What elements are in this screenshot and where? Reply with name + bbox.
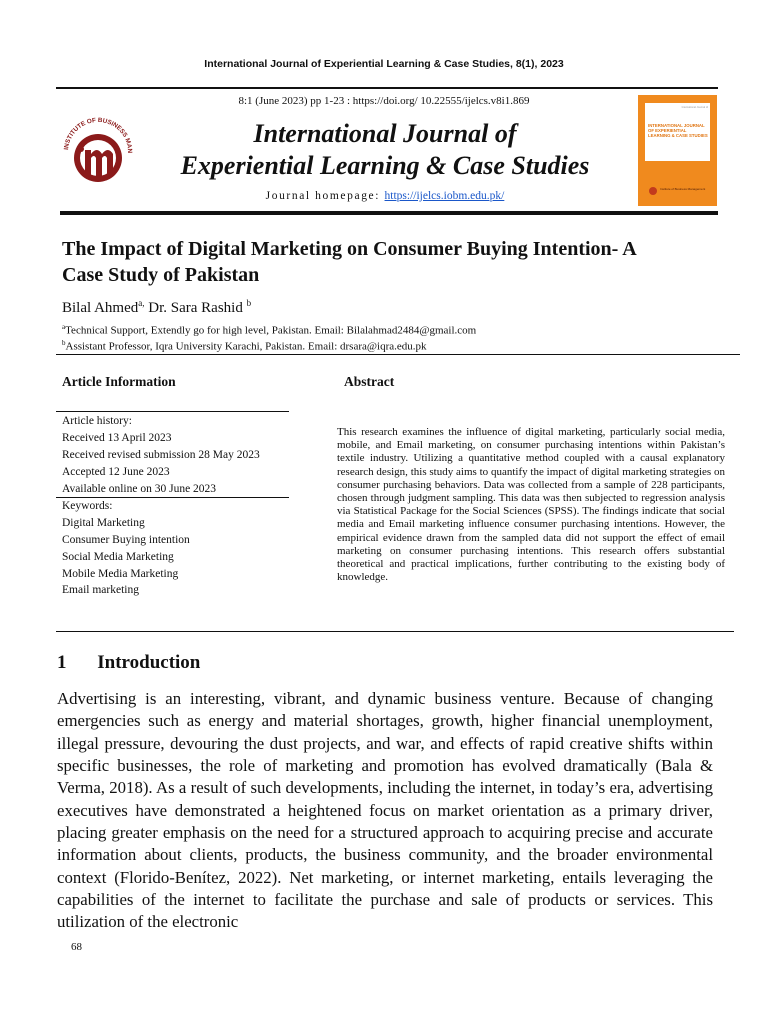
cover-publisher: Institute of Business Management [660, 187, 706, 191]
author-list [62, 298, 251, 317]
article-title [62, 236, 722, 288]
article-info-rule-top [56, 411, 289, 412]
svg-text:INSTITUTE OF BUSINESS MANAGEME: INSTITUTE OF BUSINESS MAN [63, 116, 134, 154]
cover-small-label: International Journal of [681, 106, 708, 109]
keyword-item: Consumer Buying intention [62, 534, 190, 546]
article-info-rule-mid [56, 497, 289, 498]
history-accepted: Accepted 12 June 2023 [62, 466, 170, 478]
article-history-label: Article history: [62, 415, 132, 427]
article-title-line2: Case Study of Pakistan [62, 264, 260, 286]
introduction-heading [57, 652, 200, 674]
history-online: Available online on 30 June 2023 [62, 483, 217, 495]
article-title-line1: The Impact of Digital Marketing on Consumer Buying Intention- A [62, 238, 637, 260]
abstract-rule [56, 631, 734, 632]
author-2: Dr. Sara Rashid [144, 300, 247, 316]
affiliation-a-mark: a [62, 323, 66, 331]
abstract-text: This research examines the influence of digital marketing, particularly social media, mobile, and Email marketing, on consumer purchasing intentions within Pakistan’s textile industry. Utilizing a quantitative method coupled with a causal explanatory research design, this study aims to quantify the impact of digital marketing strategies on consumer purchasing behaviors. Data was collected from a sample of 228 participants, chosen through judgment sampling. This data was then subjected to regression analysis via Statistical Package for the Social Sciences (SPSS). The findings indicate that social media and Email marketing influence consumer purchasing intentions. However, the empirical evidence drawn from the sampled data did not support the effect of email marketing on consumer purchasing intentions. This research offers substantial theoretical and practical implications, further contributing to the existing body of knowledge. [337, 426, 725, 584]
affiliation-a-text: Technical Support, Extendly go for high level, Pakistan. Email: Bilalahmad2484@gmail.com [65, 324, 477, 337]
keyword-item: Email marketing [62, 584, 139, 596]
citation-line: 8:1 (June 2023) pp 1-23 : https://doi.org/ 10.22555/ijelcs.v8i1.869 [238, 95, 530, 107]
article-info-heading: Article Information [62, 374, 176, 389]
affiliation-b-text: Assistant Professor, Iqra University Karachi, Pakistan. Email: drsara@iqra.edu.pk [65, 340, 427, 353]
keywords-label: Keywords: [62, 500, 113, 512]
affiliation-b-mark: b [62, 339, 66, 347]
cover-title: INTERNATIONAL JOURNAL OF EXPERIENTIAL LEARNING & CASE STUDIES [648, 123, 708, 138]
journal-title-line1: International Journal of [253, 119, 517, 148]
keyword-item: Digital Marketing [62, 517, 145, 529]
author-2-affil-mark: b [246, 298, 252, 308]
keyword-item: Mobile Media Marketing [62, 568, 179, 580]
affiliation-a [62, 323, 476, 337]
homepage-label: Journal homepage: [265, 190, 381, 202]
homepage-link[interactable]: https://ijelcs.iobm.edu.pk/ [384, 190, 505, 202]
author-1-affil-mark: a, [138, 298, 145, 308]
journal-title-line2: Experiential Learning & Case Studies [180, 151, 590, 180]
section-title: Introduction [97, 652, 201, 673]
journal-homepage [150, 190, 620, 202]
header-rule-top [56, 87, 718, 89]
journal-cover-thumbnail [638, 95, 717, 206]
running-head: International Journal of Experiential Learning & Case Studies, 8(1), 2023 [204, 58, 564, 70]
author-1: Bilal Ahmed [62, 300, 139, 316]
keyword-item: Social Media Marketing [62, 551, 174, 563]
affiliation-rule [56, 354, 740, 355]
history-received: Received 13 April 2023 [62, 432, 172, 444]
introduction-text: Advertising is an interesting, vibrant, and dynamic business venture. Because of changing emergencies such as energy and material shortages, growth, higher financial unemployment, illegal pressure, devouring the dust projects, and war, and effects of rapid creative shifts within specific businesses, the role of marketing and promotion has evolved dramatically (Bala & Verma, 2018). As a result of such developments, including the internet, in today’s era, advertising executives have demonstrated a heightened focus on market orientation as a primary driver, placing greater emphasis on the need for a structured approach to acquiring precise and accurate information about clients, products, the business community, and the broader environmental context (Florido-Benítez, 2022). Net marketing, or internet marketing, entails leveraging the capabilities of the internet to facilitate the purchase and sale of products or services. This utilization of the electronic [57, 689, 713, 932]
affiliation-b [62, 339, 427, 353]
institute-logo [56, 108, 140, 192]
abstract-heading: Abstract [344, 374, 395, 389]
header-rule-bottom [60, 211, 718, 215]
section-number: 1 [57, 652, 67, 673]
cover-publisher-logo [649, 187, 657, 195]
history-revised: Received revised submission 28 May 2023 [62, 449, 260, 461]
page-number: 68 [71, 941, 82, 953]
